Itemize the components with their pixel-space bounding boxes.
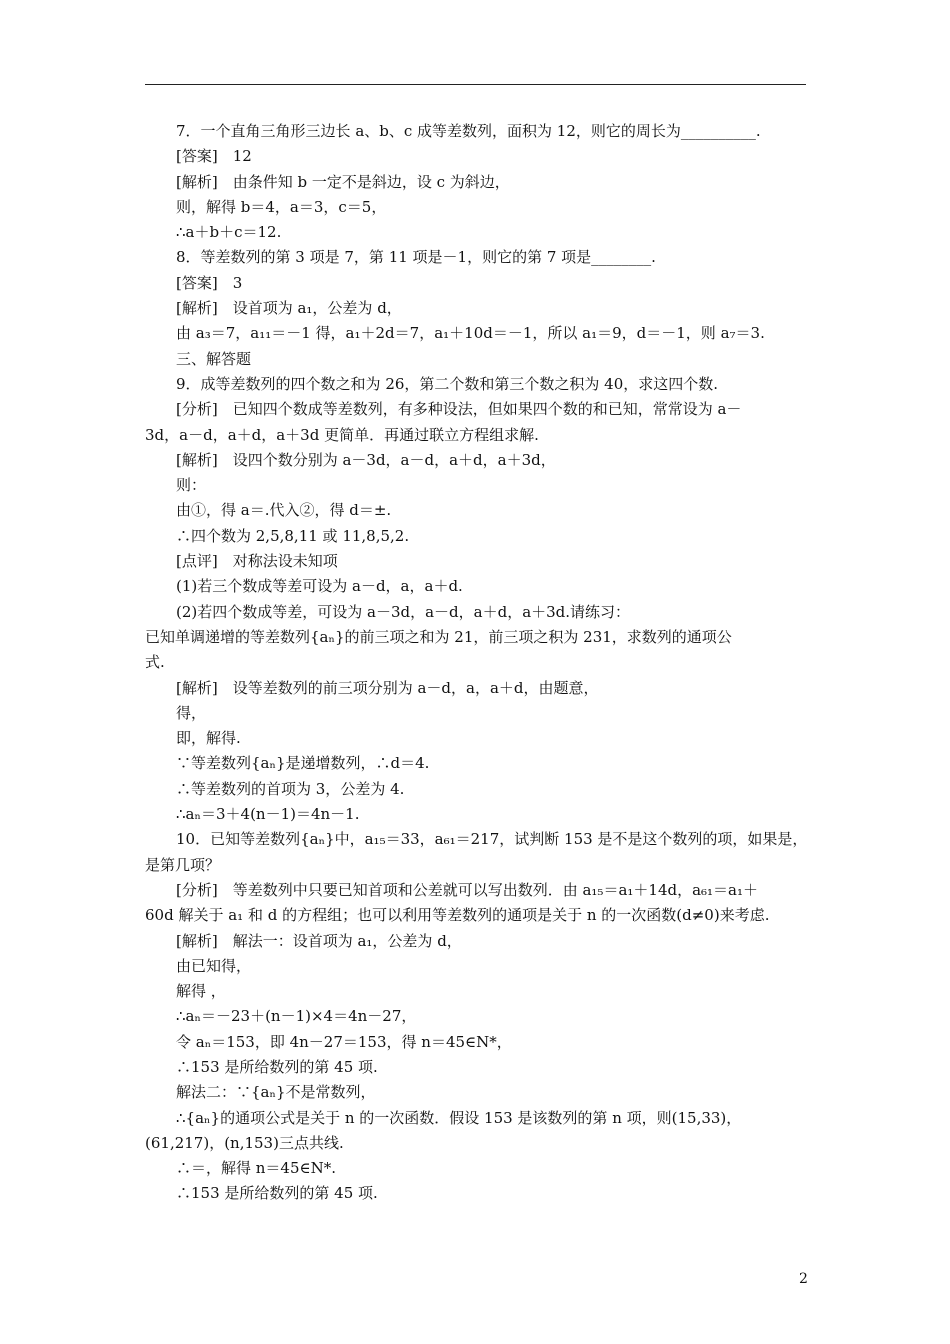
text-line: ∴＝，解得 n＝45∈N*.	[176, 1159, 337, 1178]
text-line: (1)若三个数成等差可设为 a－d，a，a＋d.	[176, 577, 463, 596]
text-line: 得，	[176, 703, 207, 722]
text-line: ∴aₙ＝3＋4(n－1)＝4n－1.	[176, 805, 360, 824]
text-line: 三、解答题	[176, 349, 252, 368]
page-content	[145, 119, 806, 1207]
text-line: 由已知得，	[176, 956, 252, 975]
text-line: 解得 ，	[176, 982, 226, 1001]
text-line: [分析] 已知四个数成等差数列，有多种设法，但如果四个数的和已知，常常设为 a－	[176, 400, 742, 419]
text-line: 则，解得 b＝4，a＝3，c＝5，	[176, 197, 387, 216]
text-line: ∴等差数列的首项为 3，公差为 4.	[176, 779, 405, 798]
text-line: 3d，a－d，a＋d，a＋3d 更简单．再通过联立方程组求解.	[145, 425, 539, 444]
text-line: [解析] 设等差数列的前三项分别为 a－d，a，a＋d，由题意，	[176, 678, 599, 697]
header-rule	[145, 84, 806, 85]
text-line: ∴四个数为 2,5,8,11 或 11,8,5,2.	[176, 526, 410, 545]
text-line: 解法二：∵{aₙ}不是常数列，	[176, 1083, 376, 1102]
text-line: [分析] 等差数列中只要已知首项和公差就可以写出数列．由 a₁₅＝a₁＋14d，a₆₁＝a₁＋	[176, 880, 759, 899]
text-line: 9．成等差数列的四个数之和为 26，第二个数和第三个数之积为 40，求这四个数.	[176, 374, 719, 393]
text-line: 8．等差数列的第 3 项是 7，第 11 项是－1，则它的第 7 项是________.	[176, 248, 656, 267]
text-line: 则：	[176, 476, 207, 495]
text-line: 令 aₙ＝153，即 4n－27＝153，得 n＝45∈N*，	[176, 1032, 512, 1051]
text-line: ∴153 是所给数列的第 45 项.	[176, 1184, 378, 1203]
text-line: [点评] 对称法设未知项	[176, 552, 338, 571]
text-line: [解析] 设四个数分别为 a－3d，a－d，a＋d，a＋3d，	[176, 450, 556, 469]
text-line: 式.	[145, 653, 165, 672]
text-line: ∴aₙ＝－23＋(n－1)×4＝4n－27，	[176, 1007, 417, 1026]
text-line: 即，解得.	[176, 729, 241, 748]
text-line: ∴153 是所给数列的第 45 项.	[176, 1057, 378, 1076]
text-line: [解析] 设首项为 a₁，公差为 d，	[176, 299, 402, 318]
text-line: (61,217)，(n,153)三点共线.	[145, 1133, 344, 1152]
page-number: 2	[799, 1271, 808, 1287]
text-line: [解析] 解法一：设首项为 a₁，公差为 d，	[176, 931, 462, 950]
text-line: (2)若四个数成等差，可设为 a－3d，a－d，a＋d，a＋3d.请练习：	[176, 602, 631, 621]
text-line: [答案] 3	[176, 273, 243, 292]
text-line: ∴a＋b＋c＝12.	[176, 223, 282, 242]
text-line: ∵等差数列{aₙ}是递增数列，∴d＝4.	[176, 754, 430, 773]
text-line: [解析] 由条件知 b 一定不是斜边，设 c 为斜边，	[176, 172, 510, 191]
text-line: 是第几项？	[145, 855, 221, 874]
text-line: 60d 解关于 a₁ 和 d 的方程组；也可以利用等差数列的通项是关于 n 的一次函数(d≠0)来考虑.	[145, 906, 770, 925]
text-line: 由 a₃＝7，a₁₁＝－1 得，a₁＋2d＝7，a₁＋10d＝－1，所以 a₁＝9，d＝－1，则 a₇＝3.	[176, 324, 765, 343]
text-line: 10．已知等差数列{aₙ}中，a₁₅＝33，a₆₁＝217，试判断 153 是不是这个数列的项，如果是，	[176, 830, 808, 849]
text-line: 已知单调递增的等差数列{aₙ}的前三项之和为 21，前三项之积为 231，求数列的通项公	[145, 627, 732, 646]
text-line: 由①，得 a＝.代入②，得 d＝±.	[176, 501, 392, 520]
text-line: [答案] 12	[176, 147, 252, 166]
text-line: 7．一个直角三角形三边长 a、b、c 成等差数列，面积为 12，则它的周长为__________.	[176, 122, 761, 140]
text-line: ∴{aₙ}的通项公式是关于 n 的一次函数．假设 153 是该数列的第 n 项，则(15,33)，	[176, 1108, 742, 1127]
